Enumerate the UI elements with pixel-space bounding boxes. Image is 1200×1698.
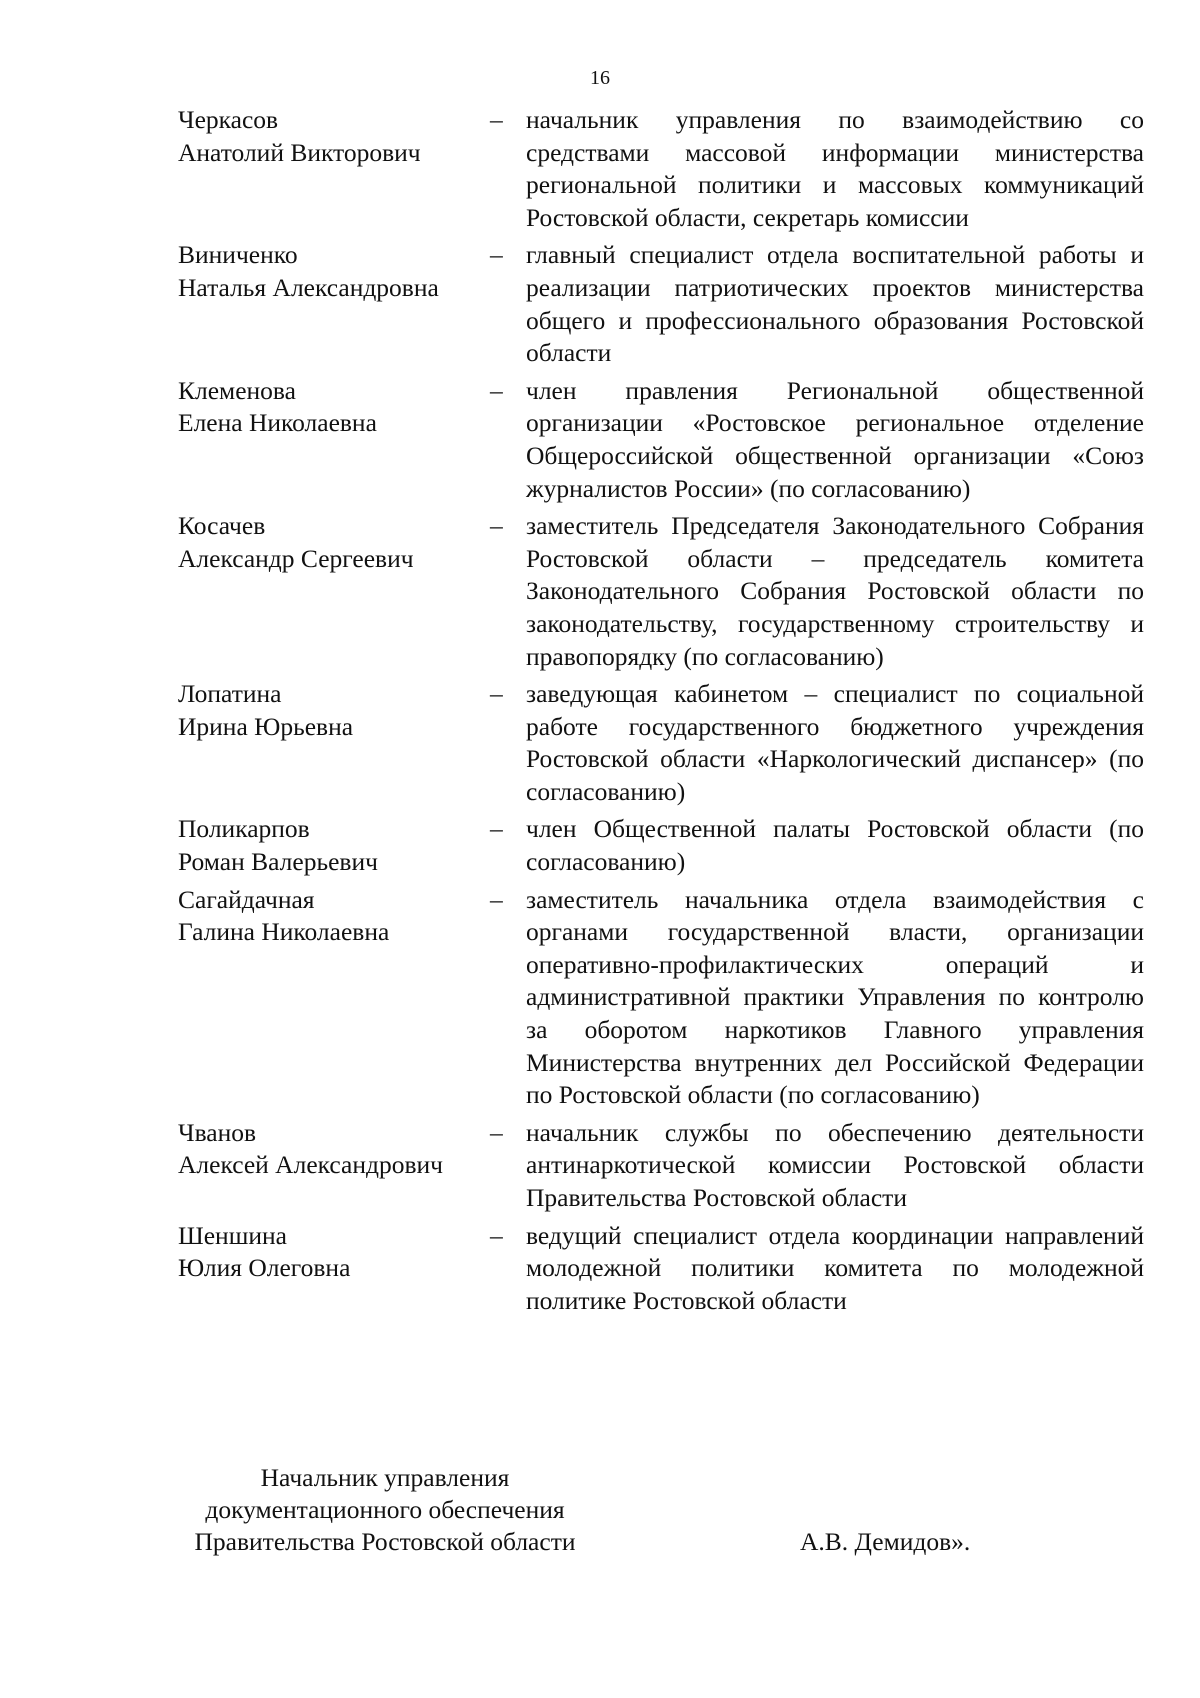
- signatory-title-line: Начальник управления: [260, 1463, 510, 1492]
- member-surname: Шеншина: [178, 1220, 287, 1250]
- member-surname: Клеменова: [178, 375, 296, 405]
- dash-separator: –: [490, 884, 503, 914]
- member-name: [178, 1220, 490, 1318]
- member-surname: Поликарпов: [178, 814, 310, 844]
- member-given-names: Александр Сергеевич: [178, 543, 414, 573]
- member-given-names: Роман Валерьевич: [178, 847, 378, 877]
- member-name: [178, 375, 490, 505]
- member-entry: [178, 1117, 1144, 1215]
- member-name: [178, 239, 490, 369]
- dash-separator: –: [490, 1117, 503, 1147]
- member-given-names: Наталья Александровна: [178, 272, 439, 302]
- member-role: ведущий специалист отдела координации направлений молодежной политики комитета по молодежной политике Ростовской области: [526, 1220, 1144, 1315]
- member-surname: Лопатина: [178, 679, 282, 709]
- dash-separator: –: [490, 1220, 503, 1250]
- member-role: главный специалист отдела воспитательной работы и реализации патриотических проектов министерства общего и профессионального образования Ростовской области: [526, 240, 1144, 368]
- member-role: член правления Региональной общественной организации «Ростовское региональное отделение Общероссийской общественной организации «Союз журналистов России» (по согласованию): [526, 375, 1144, 503]
- member-entry: [178, 104, 1144, 234]
- member-given-names: Анатолий Викторович: [178, 137, 421, 167]
- member-entry: [178, 678, 1144, 808]
- member-given-names: Алексей Александрович: [178, 1150, 443, 1180]
- member-role: начальник управления по взаимодействию со средствами массовой информации министерства региональной политики и массовых коммуникаций Ростовской области, секретарь комиссии: [526, 105, 1144, 232]
- dash-separator: –: [490, 814, 503, 844]
- signatory-title-line: Правительства Ростовской области: [194, 1527, 576, 1556]
- member-entry: [178, 239, 1144, 369]
- dash-separator: –: [490, 511, 503, 541]
- dash-separator: –: [490, 375, 503, 405]
- member-surname: Черкасов: [178, 105, 279, 134]
- member-surname: Чванов: [178, 1117, 257, 1147]
- member-name: [178, 813, 490, 878]
- signatory-title-line: документационного обеспечения: [205, 1495, 565, 1524]
- dash-separator: –: [490, 105, 503, 134]
- member-role: заведующая кабинетом – специалист по социальной работе государственного бюджетного учреждения Ростовской области «Наркологический диспансер» (по согласованию): [526, 679, 1144, 806]
- member-given-names: Галина Николаевна: [178, 917, 390, 947]
- commission-members-list: [178, 104, 1144, 1322]
- member-name: [178, 104, 490, 234]
- member-role: заместитель Председателя Законодательного Собрания Ростовской области – председатель комитета Законодательного Собрания Ростовской области по законодательству, государственному строительству и правопорядку (по согласованию): [526, 511, 1144, 671]
- member-role: заместитель начальника отдела взаимодействия с органами государственной власти, организации оперативно-профилактических операций и административной практики Управления по контролю за оборотом наркотиков Главного управления Министерства внутренних дел Российской Федерации по Ростовской области (по согласованию): [526, 884, 1144, 1110]
- member-name: [178, 678, 490, 808]
- member-given-names: Ирина Юрьевна: [178, 711, 354, 741]
- dash-separator: –: [490, 240, 503, 270]
- member-name: [178, 884, 490, 1112]
- member-entry: [178, 813, 1144, 878]
- member-entry: [178, 375, 1144, 505]
- member-surname: Виниченко: [178, 240, 298, 270]
- member-given-names: Елена Николаевна: [178, 408, 377, 438]
- signatory-name: А.В. Демидов».: [800, 1527, 971, 1556]
- page-number: 16: [590, 67, 610, 89]
- dash-separator: –: [490, 679, 503, 709]
- member-role: начальник службы по обеспечению деятельности антинаркотической комиссии Ростовской области Правительства Ростовской области: [526, 1117, 1144, 1212]
- signature-block: [160, 1462, 1060, 1558]
- member-name: [178, 1117, 490, 1215]
- signatory-title: [160, 1462, 610, 1558]
- member-given-names: Юлия Олеговна: [178, 1253, 351, 1283]
- member-surname: Сагайдачная: [178, 884, 315, 914]
- member-entry: [178, 884, 1144, 1112]
- member-entry: [178, 1220, 1144, 1318]
- member-role: член Общественной палаты Ростовской области (по согласованию): [526, 814, 1144, 877]
- member-entry: [178, 510, 1144, 673]
- member-name: [178, 510, 490, 673]
- member-surname: Косачев: [178, 511, 266, 541]
